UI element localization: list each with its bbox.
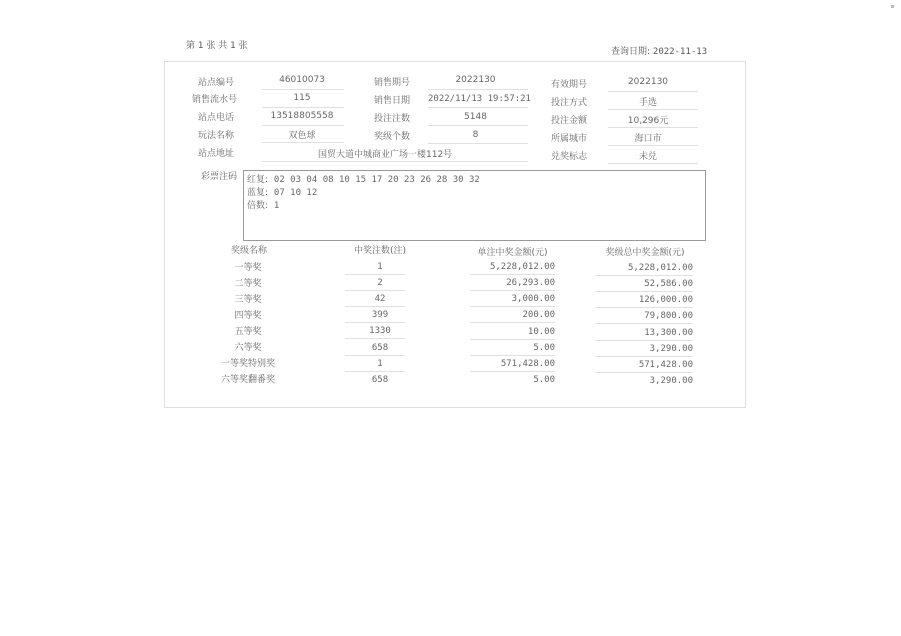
bet-amount-label: 投注金额 [551, 116, 588, 126]
redeem-label: 兑奖标志 [551, 152, 588, 162]
prize-levels-label: 奖级个数 [374, 132, 411, 142]
prize-name: 六等奖 [234, 343, 262, 353]
total-amount: 3,290.00 [649, 344, 693, 354]
col-header-total-amount: 奖级总中奖金额(元) [605, 248, 685, 258]
bet-amount-value: 10,296元 [627, 116, 669, 126]
unit-amount: 5.00 [533, 343, 555, 353]
unit-amount: 3,000.00 [511, 294, 555, 304]
station-phone-value: 13518805558 [270, 111, 334, 121]
win-count: 1 [377, 262, 383, 272]
multiple-value: 1 [273, 201, 280, 211]
total-amount: 79,800.00 [644, 311, 693, 321]
total-amount: 126,000.00 [638, 295, 693, 305]
valid-period-value: 2022130 [627, 77, 669, 87]
col-header-prize-name: 奖级名称 [230, 246, 267, 256]
total-amount: 52,586.00 [644, 279, 693, 289]
scan-speck [891, 5, 894, 8]
bet-method-label: 投注方式 [551, 98, 588, 108]
red-label: 红复: [247, 175, 269, 185]
col-header-unit-amount: 单注中奖金额(元) [477, 248, 548, 258]
win-count: 658 [371, 375, 389, 385]
valid-period-label: 有效期号 [551, 80, 588, 90]
total-amount: 571,428.00 [638, 360, 693, 370]
win-count: 399 [371, 310, 389, 320]
col-header-win-count: 中奖注数(注) [353, 246, 407, 256]
ticket-code-label: 彩票注码 [201, 172, 238, 182]
unit-amount: 571,428.00 [500, 359, 555, 369]
win-count: 42 [374, 294, 386, 304]
blue-label: 蓝复: [247, 188, 269, 198]
win-count: 2 [377, 278, 383, 288]
total-amount: 5,228,012.00 [627, 263, 693, 273]
prize-name: 一等奖特别奖 [220, 359, 275, 369]
prize-name: 二等奖 [234, 279, 262, 289]
sale-date-label: 销售日期 [374, 96, 411, 106]
total-amount: 3,290.00 [649, 376, 693, 386]
sale-period-label: 销售期号 [374, 78, 411, 88]
bet-count-label: 投注注数 [374, 114, 411, 124]
address-label: 站点地址 [198, 149, 235, 159]
multiple-label: 倍数: [247, 201, 269, 211]
redeem-value: 未兑 [638, 152, 657, 162]
unit-amount: 5,228,012.00 [489, 262, 555, 272]
win-count: 658 [371, 343, 389, 353]
station-id-label: 站点编号 [198, 78, 235, 88]
unit-amount: 5.00 [533, 375, 555, 385]
bet-count-value: 5148 [464, 112, 487, 122]
prize-name: 六等奖翻番奖 [220, 375, 275, 385]
query-date [611, 44, 707, 57]
prize-name: 一等奖 [234, 263, 262, 273]
page-count: 第 1 张 共 1 张 [186, 41, 248, 51]
city-value: 海口市 [634, 134, 662, 144]
bet-method-value: 手选 [638, 98, 657, 108]
blue-numbers-line [247, 185, 317, 198]
prize-levels-value: 8 [472, 130, 479, 140]
game-name-label: 玩法名称 [198, 131, 235, 141]
multiple-line [247, 198, 279, 211]
sale-period-value: 2022130 [455, 75, 496, 85]
win-count: 1 [377, 359, 383, 369]
prize-name: 四等奖 [234, 311, 262, 321]
unit-amount: 10.00 [527, 327, 555, 337]
city-label: 所属城市 [551, 134, 588, 144]
query-date-label: 查询日期: [611, 47, 651, 57]
prize-name: 三等奖 [234, 295, 262, 305]
serial-number-value: 115 [293, 93, 311, 103]
win-count: 1330 [369, 326, 391, 336]
unit-amount: 26,293.00 [506, 278, 555, 288]
station-id-value: 46010073 [279, 75, 325, 85]
sale-date-value: 2022/11/13 19:57:21 [428, 94, 531, 104]
query-date-value: 2022-11-13 [652, 47, 708, 57]
red-numbers: 02 03 04 08 10 15 17 20 23 26 28 30 32 [273, 175, 480, 185]
game-name-value: 双色球 [288, 131, 316, 141]
serial-number-label: 销售流水号 [192, 95, 238, 105]
blue-numbers: 07 10 12 [273, 188, 318, 198]
red-numbers-line [247, 172, 480, 185]
address-value: 国贸大道中城商业广场一楼112号 [318, 150, 453, 160]
station-phone-label: 站点电话 [198, 113, 235, 123]
total-amount: 13,300.00 [644, 328, 693, 338]
unit-amount: 200.00 [522, 310, 555, 320]
prize-name: 五等奖 [234, 327, 262, 337]
